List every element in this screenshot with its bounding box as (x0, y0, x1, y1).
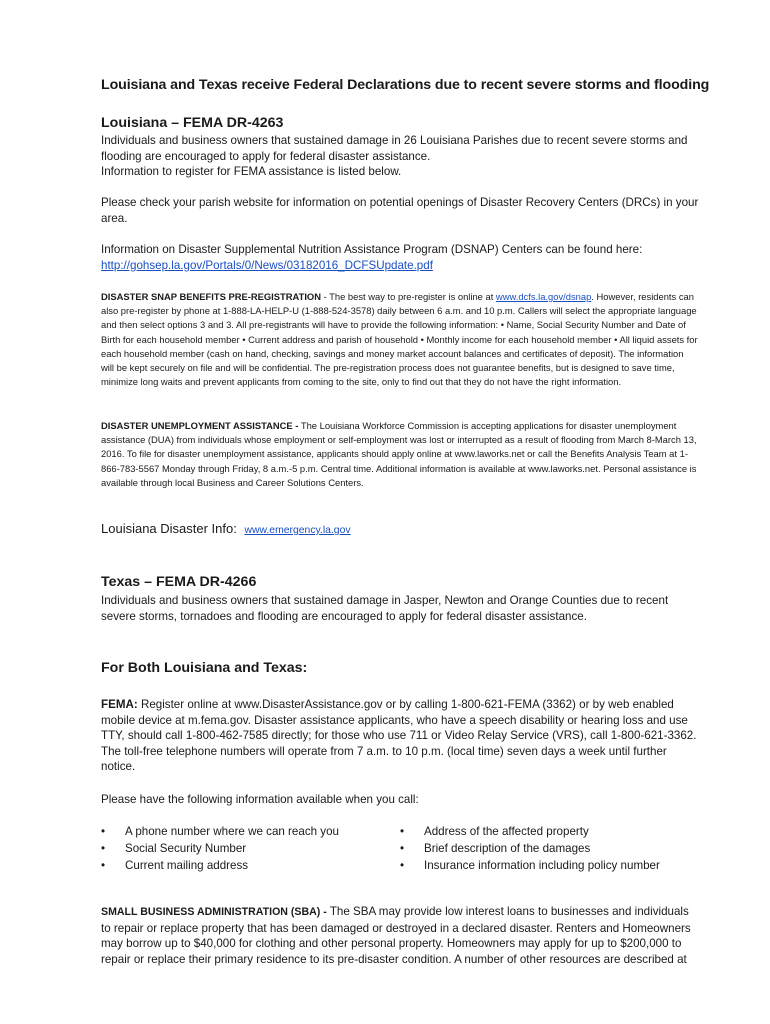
snap-label: DISASTER SNAP BENEFITS PRE-REGISTRATION (101, 291, 321, 302)
list-item: • Address of the affected property (400, 824, 660, 841)
dua-text: The Louisiana Workforce Commission is accepting applications for disaster unemployment assistance (DUA) from individuals whose employment or self-employment was lost or interrupted as a result of flooding from March 8-March 13, 2016. To file for disaster unemployment assistance, applicants should apply online at www.laworks.net or call the Benefits Analysis Team at 1-866-783-5567 Monday through Friday, 8 a.m.-5 p.m. Central time. Additional information is available at www.laworks.net. Personal assistance is available through local Business and Career Solutions Centers. (101, 420, 697, 488)
sba-paragraph (101, 904, 699, 967)
louisiana-heading: Louisiana – FEMA DR-4263 (101, 115, 284, 131)
bullet-icon: • (101, 825, 106, 838)
texas-heading: Texas – FEMA DR-4266 (101, 574, 257, 590)
emergency-link[interactable]: www.emergency.la.gov (244, 525, 351, 536)
fema-label: FEMA: (101, 698, 138, 711)
document-title: Louisiana and Texas receive Federal Declarations due to recent severe storms and flooding (101, 77, 710, 93)
fema-paragraph (101, 697, 699, 775)
louisiana-intro-line1: Individuals and business owners that sustained damage in 26 Louisiana Parishes due to recent severe storms and flooding are encouraged to apply for federal disaster assistance. (101, 134, 688, 163)
snap-paragraph (101, 290, 699, 389)
bullet-icon: • (400, 858, 405, 872)
bullet-icon: • (400, 841, 405, 855)
bullet-icon: • (400, 825, 405, 838)
dua-label: DISASTER UNEMPLOYMENT ASSISTANCE - (101, 420, 299, 431)
dsnap-website-link[interactable]: www.dcfs.la.gov/dsnap (495, 291, 592, 302)
snap-text-a: - The best way to pre-register is online at (321, 291, 496, 302)
drc-paragraph: Please check your parish website for information on potential openings of Disaster Recovery Centers (DRCs) in your area. (101, 196, 699, 225)
sba-label: SMALL BUSINESS ADMINISTRATION (SBA) - (101, 906, 327, 918)
snap-text-b: . However, residents can also pre-register by phone at 1-888-LA-HELP-U (1-888-524-3578) daily between 6 a.m. and 10 p.m. Callers will select the appropriate language and then select options 3 and 3. All pre-registrants will have to provide the following information: • Name, Social Security Number and Date of Birth for each household member • Current address and parish of household • Monthly income for each household member • All liquid assets for each household member (cash on hand, checking, savings and money market account balances and certificates of deposit). The information will be kept securely on file and will be confidential. The pre-registration process does not guarantee benefits, but is designed to save time, minimize long waits and prevent applicants from coming to the site, only to find out that they do not have the right information. (101, 291, 698, 388)
bullet-icon: • (101, 858, 106, 872)
texas-paragraph: Individuals and business owners that sustained damage in Jasper, Newton and Orange Counties due to recent severe storms, tornadoes and flooding are encouraged to apply for federal disaster assistance. (101, 594, 669, 623)
dsnap-link[interactable]: http://gohsep.la.gov/Portals/0/News/03182016_DCFSUpdate.pdf (101, 258, 433, 272)
dsnap-intro: Information on Disaster Supplemental Nutrition Assistance Program (DSNAP) Centers can be found here: (101, 243, 643, 256)
checklist-left (101, 824, 339, 874)
sba-text: The SBA may provide low interest loans to businesses and individuals to repair or replace property that has been damaged or destroyed in a declared disaster. Renters and Homeowners may borrow up to $40,000 for clothing and other personal property. Homeowners may apply for up to $200,000 to repair or replace their primary residence to its pre-disaster condition. A number of other resources are described at (101, 905, 691, 966)
dsnap-paragraph (101, 242, 699, 273)
both-heading: For Both Louisiana and Texas: (101, 660, 308, 676)
fema-text: Register online at www.DisasterAssistance.gov or by calling 1-800-621-FEMA (3362) or by web enabled mobile device at m.fema.gov. Disaster assistance applicants, who have a speech disability or hearing loss and use TTY, should call 1-800-462-7585 directly; for those who use 711 or Video Relay Service (VRS), call 1-800-621-3362. The toll-free telephone numbers will operate from 7 a.m. to 10 p.m. (local time) seven days a week until further notice. (101, 698, 697, 774)
dua-paragraph (101, 419, 699, 490)
bullet-icon: • (101, 841, 106, 855)
list-item: • Current mailing address (101, 858, 339, 875)
info-label: Louisiana Disaster Info: (101, 521, 237, 536)
list-item: • A phone number where we can reach you (101, 824, 339, 841)
have-info-text: Please have the following information available when you call: (101, 793, 419, 806)
checklist-right (400, 824, 660, 874)
louisiana-intro-line2: Information to register for FEMA assistance is listed below. (101, 165, 402, 179)
list-item: • Insurance information including policy number (400, 858, 660, 875)
louisiana-intro (101, 133, 699, 180)
louisiana-disaster-info (101, 521, 351, 536)
list-item: • Social Security Number (101, 841, 339, 858)
list-item: • Brief description of the damages (400, 841, 660, 858)
